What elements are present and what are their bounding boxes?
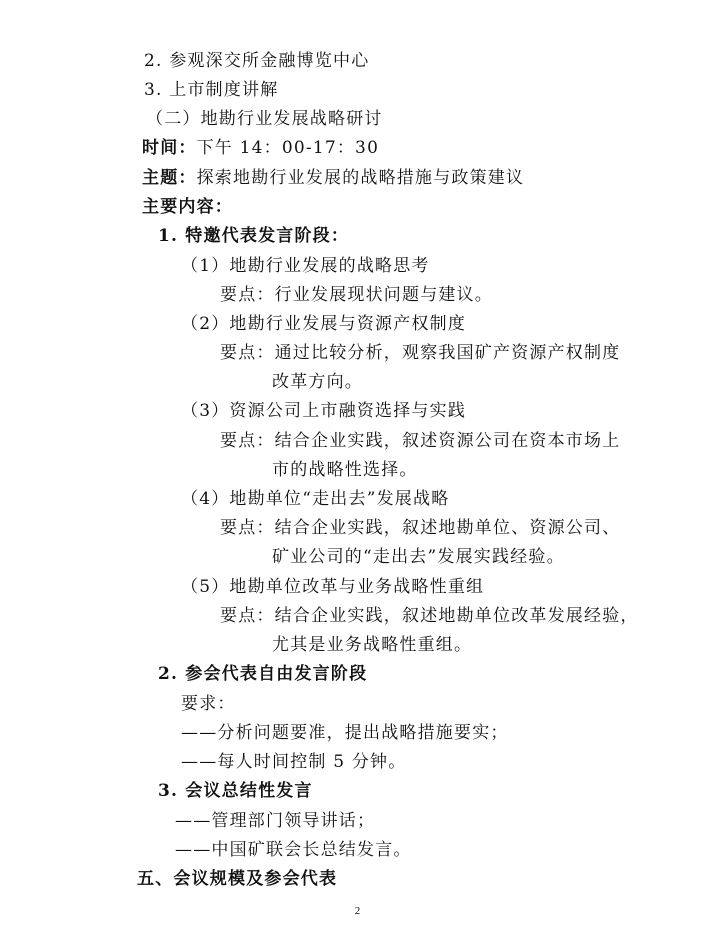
topic-2-point-b: 改革方向。 xyxy=(272,372,363,392)
theme-line xyxy=(142,167,524,189)
topic-4-point-a: 要点：结合企业实践，叙述地勘单位、资源公司、 xyxy=(220,518,621,538)
requirement-2: ——每人时间控制 5 分钟。 xyxy=(181,752,407,772)
time-line xyxy=(142,137,379,159)
topic-1: （1）地勘行业发展的战略思考 xyxy=(181,256,430,276)
main-content-heading: 主要内容： xyxy=(142,197,233,217)
requirement-1: ——分析问题要准，提出战略措施要实； xyxy=(181,723,509,743)
topic-1-point: 要点：行业发展现状问题与建议。 xyxy=(220,285,493,305)
topic-5-point-b: 尤其是业务战略性重组。 xyxy=(272,635,473,655)
topic-4-point-b: 矿业公司的“走出去”发展实践经验。 xyxy=(272,547,565,567)
topic-3: （3）资源公司上市融资选择与实践 xyxy=(181,401,467,421)
stage-2-heading: 2. 参会代表自由发言阶段 xyxy=(158,664,368,684)
summary-1: ——管理部门领导讲话； xyxy=(175,811,376,831)
time-label: 时间： xyxy=(142,138,197,158)
theme-value: 探索地勘行业发展的战略措施与政策建议 xyxy=(196,168,525,188)
topic-4: （4）地勘单位“走出去”发展战略 xyxy=(181,489,450,509)
topic-2-point-a: 要点：通过比较分析，观察我国矿产资源产权制度 xyxy=(220,343,621,363)
stage-1-heading: 1. 特邀代表发言阶段： xyxy=(158,226,350,246)
section-5-heading: 五、会议规模及参会代表 xyxy=(137,869,338,889)
section-2-heading: （二）地勘行业发展战略研讨 xyxy=(146,109,383,129)
topic-3-point-b: 市的战略性选择。 xyxy=(272,460,418,480)
time-value: 下午 14：00-17：30 xyxy=(196,138,380,158)
requirements-label: 要求： xyxy=(181,694,236,714)
summary-2: ——中国矿联会长总结发言。 xyxy=(175,840,412,860)
page-number: 2 xyxy=(354,905,361,917)
topic-5-point-a: 要点：结合企业实践，叙述地勘单位改革发展经验， xyxy=(220,606,639,626)
theme-label: 主题： xyxy=(142,168,197,188)
item-3-listing: 3. 上市制度讲解 xyxy=(144,80,279,100)
topic-2: （2）地勘行业发展与资源产权制度 xyxy=(181,314,467,334)
item-2-visit: 2. 参观深交所金融博览中心 xyxy=(144,51,370,71)
stage-3-heading: 3. 会议总结性发言 xyxy=(158,781,313,801)
topic-3-point-a: 要点：结合企业实践，叙述资源公司在资本市场上 xyxy=(220,431,621,451)
topic-5: （5）地勘单位改革与业务战略性重组 xyxy=(181,577,485,597)
